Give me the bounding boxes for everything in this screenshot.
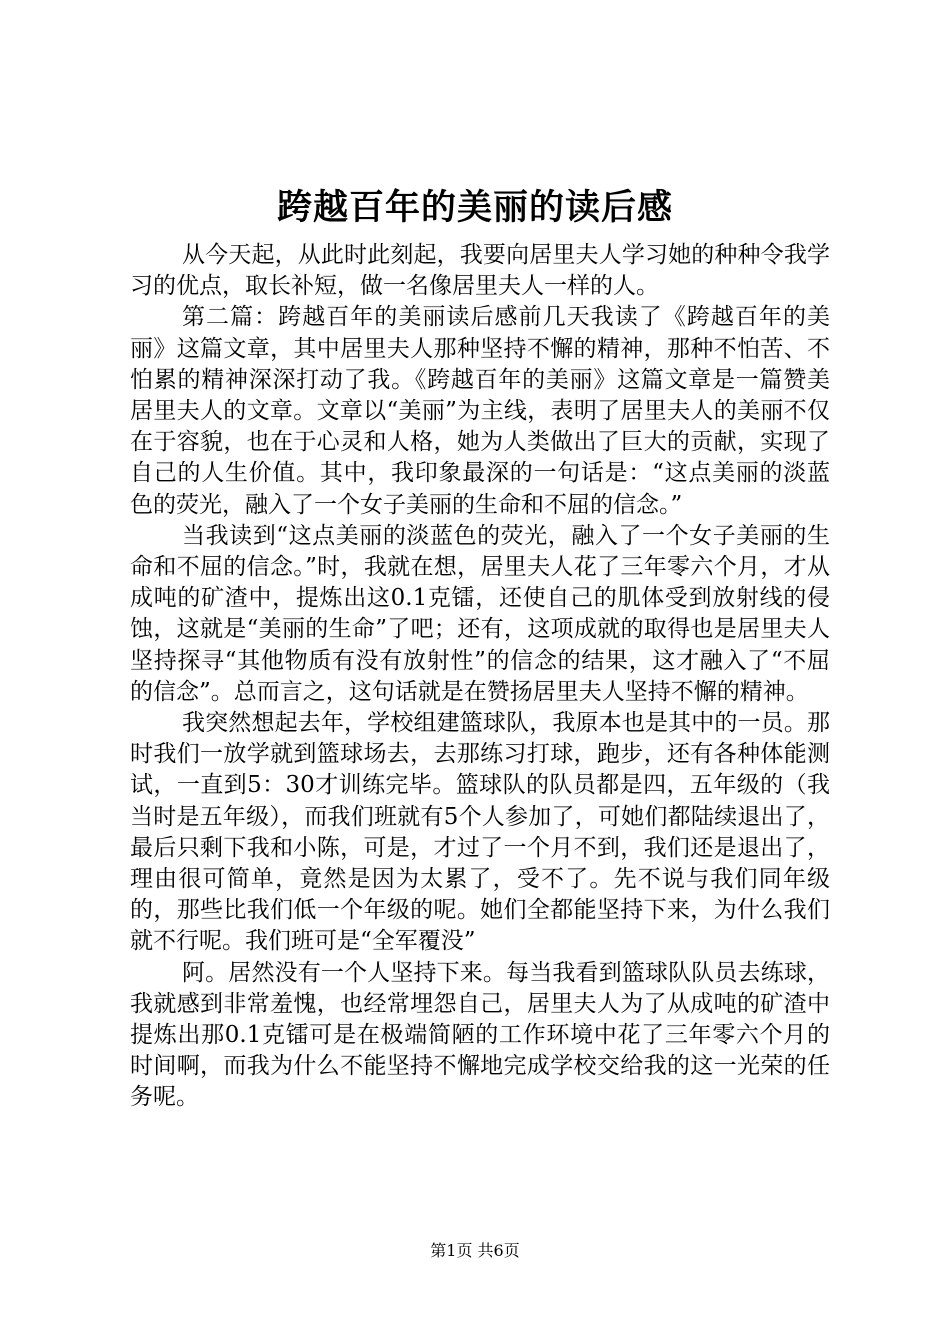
paragraph-1: 从今天起，从此时此刻起，我要向居里夫人学习她的种种令我学习的优点，取长补短，做一名像居里夫人一样的人。 (130, 242, 830, 300)
paragraph-3: 当我读到“这点美丽的淡蓝色的荧光，融入了一个女子美丽的生命和不屈的信念。”时，我就在想，居里夫人花了三年零六个月，才从成吨的矿渣中，提炼出这0.1克镭，还使自己的肌体受到放射线的侵蚀，这就是“美丽的生命”了吧；还有，这项成就的取得也是居里夫人坚持探寻“其他物质有没有放射性”的信念的结果，这才融入了“不屈的信念”。总而言之，这句话就是在赞扬居里夫人坚持不懈的精神。 (130, 522, 830, 705)
document-title: 跨越百年的美丽的读后感 (276, 187, 673, 228)
paragraph-2: 第二篇：跨越百年的美丽读后感前几天我读了《跨越百年的美丽》这篇文章，其中居里夫人那种坚持不懈的精神，那种不怕苦、不怕累的精神深深打动了我。《跨越百年的美丽》这篇文章是一篇赞美居里夫人的文章。文章以“美丽”为主线，表明了居里夫人的美丽不仅在于容貌，也在于心灵和人格，她为人类做出了巨大的贡献，实现了自己的人生价值。其中，我印象最深的一句话是：“这点美丽的淡蓝色的荧光，融入了一个女子美丽的生命和不屈的信念。” (130, 304, 830, 518)
paragraph-4: 我突然想起去年，学校组建篮球队，我原本也是其中的一员。那时我们一放学就到篮球场去，去那练习打球，跑步，还有各种体能测试，一直到5：30才训练完毕。篮球队的队员都是四，五年级的（我当时是五年级），而我们班就有5个人参加了，可她们都陆续退出了，最后只剩下我和小陈，可是，才过了一个月不到，我们还是退出了，理由很可简单，竟然是因为太累了，受不了。先不说与我们同年级的，那些比我们低一个年级的呢。她们全都能坚持下来，为什么我们就不行呢。我们班可是“全军覆没” (130, 710, 830, 955)
paragraph-5: 阿。居然没有一个人坚持下来。每当我看到篮球队队员去练球，我就感到非常羞愧，也经常埋怨自己，居里夫人为了从成吨的矿渣中提炼出那0.1克镭可是在极端简陋的工作环境中花了三年零六个月的时间啊，而我为什么不能坚持不懈地完成学校交给我的这一光荣的任务呢。 (130, 959, 830, 1111)
page-number-footer: 第1页 共6页 (430, 1241, 520, 1260)
document-body (130, 240, 830, 1114)
